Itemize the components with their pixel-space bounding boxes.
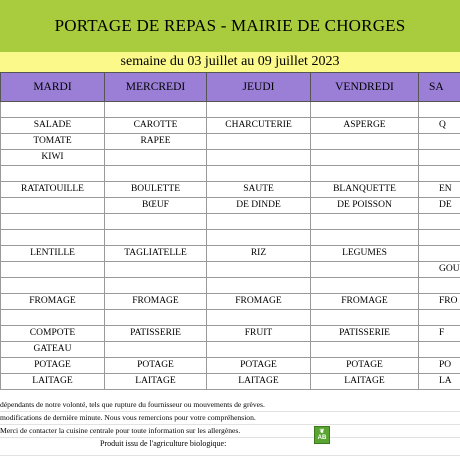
- menu-cell: [419, 150, 460, 166]
- menu-body: [1, 102, 460, 390]
- menu-cell: [105, 150, 207, 166]
- day-header: VENDREDI: [311, 73, 419, 102]
- menu-cell: FROMAGE: [105, 294, 207, 310]
- menu-cell: EN: [419, 182, 460, 198]
- menu-cell: [419, 310, 460, 326]
- menu-cell: SALADE: [1, 118, 105, 134]
- menu-row: [1, 102, 460, 118]
- menu-cell: GATEAU: [1, 342, 105, 358]
- menu-cell: [1, 230, 105, 246]
- menu-cell: [419, 230, 460, 246]
- menu-cell: CHARCUTERIE: [207, 118, 311, 134]
- menu-cell: [311, 310, 419, 326]
- note-line: dépendants de notre volonté, tels que rupture du fournisseur ou mouvements de grèves.: [0, 399, 460, 412]
- leaf-icon: ❦: [319, 428, 325, 435]
- menu-cell: [1, 214, 105, 230]
- menu-cell: TOMATE: [1, 134, 105, 150]
- menu-cell: [207, 262, 311, 278]
- menu-cell: [419, 214, 460, 230]
- menu-cell: FRUIT: [207, 326, 311, 342]
- menu-cell: FROMAGE: [207, 294, 311, 310]
- menu-title: PORTAGE DE REPAS - MAIRIE DE CHORGES: [0, 0, 460, 53]
- menu-cell: F: [419, 326, 460, 342]
- menu-row: [1, 278, 460, 294]
- menu-cell: [207, 230, 311, 246]
- note-line: modifications de dernière minute. Nous vous remercions pour votre compréhension.: [0, 412, 460, 425]
- menu-cell: [105, 102, 207, 118]
- menu-row: [1, 342, 460, 358]
- menu-cell: [105, 262, 207, 278]
- ab-logo-text: AB: [317, 434, 327, 441]
- menu-cell: [311, 214, 419, 230]
- menu-cell: LAITAGE: [311, 374, 419, 390]
- menu-cell: DE DINDE: [207, 198, 311, 214]
- menu-cell: BLANQUETTE: [311, 182, 419, 198]
- menu-cell: [1, 262, 105, 278]
- menu-cell: TAGLIATELLE: [105, 246, 207, 262]
- menu-cell: [207, 342, 311, 358]
- menu-row: [1, 198, 460, 214]
- menu-cell: [1, 102, 105, 118]
- menu-cell: ASPERGE: [311, 118, 419, 134]
- menu-cell: FRO: [419, 294, 460, 310]
- menu-cell: [311, 278, 419, 294]
- menu-cell: [105, 230, 207, 246]
- menu-cell: LENTILLE: [1, 246, 105, 262]
- menu-cell: [419, 102, 460, 118]
- day-header: MERCREDI: [105, 73, 207, 102]
- menu-cell: [105, 278, 207, 294]
- menu-cell: [311, 166, 419, 182]
- menu-cell: [311, 134, 419, 150]
- menu-cell: RAPEE: [105, 134, 207, 150]
- menu-cell: [311, 262, 419, 278]
- menu-cell: [207, 278, 311, 294]
- menu-cell: FROMAGE: [311, 294, 419, 310]
- menu-row: [1, 214, 460, 230]
- menu-cell: PATISSERIE: [311, 326, 419, 342]
- menu-cell: [207, 102, 311, 118]
- menu-cell: [419, 166, 460, 182]
- menu-cell: POTAGE: [207, 358, 311, 374]
- menu-cell: PO: [419, 358, 460, 374]
- menu-row: [1, 166, 460, 182]
- menu-cell: [1, 166, 105, 182]
- menu-row: [1, 294, 460, 310]
- menu-row: [1, 118, 460, 134]
- menu-cell: [207, 150, 311, 166]
- notes: [0, 399, 460, 456]
- menu-cell: [105, 166, 207, 182]
- menu-row: [1, 230, 460, 246]
- menu-row: [1, 246, 460, 262]
- menu-cell: [1, 310, 105, 326]
- day-header-row: [1, 73, 460, 102]
- menu-cell: POTAGE: [311, 358, 419, 374]
- menu-cell: RATATOUILLE: [1, 182, 105, 198]
- menu-cell: GOU: [419, 262, 460, 278]
- menu-cell: POTAGE: [105, 358, 207, 374]
- menu-cell: [207, 214, 311, 230]
- menu-cell: [311, 150, 419, 166]
- menu-cell: FROMAGE: [1, 294, 105, 310]
- menu-cell: DE: [419, 198, 460, 214]
- menu-cell: POTAGE: [1, 358, 105, 374]
- menu-cell: RIZ: [207, 246, 311, 262]
- menu-cell: CAROTTE: [105, 118, 207, 134]
- menu-row: [1, 134, 460, 150]
- menu-cell: [419, 278, 460, 294]
- day-header: SA: [419, 73, 460, 102]
- menu-cell: LEGUMES: [311, 246, 419, 262]
- menu-cell: DE POISSON: [311, 198, 419, 214]
- menu-cell: [1, 198, 105, 214]
- menu-table: [0, 72, 460, 390]
- menu-cell: COMPOTE: [1, 326, 105, 342]
- note-line: Merci de contacter la cuisine centrale pour toute information sur les allergènes.: [0, 425, 460, 438]
- menu-row: [1, 326, 460, 342]
- menu-row: [1, 374, 460, 390]
- menu-cell: BŒUF: [105, 198, 207, 214]
- menu-row: [1, 150, 460, 166]
- organic-ab-logo-icon: [314, 426, 330, 444]
- menu-cell: [105, 342, 207, 358]
- menu-cell: [105, 214, 207, 230]
- menu-cell: KIWI: [1, 150, 105, 166]
- menu-row: [1, 262, 460, 278]
- day-header: MARDI: [1, 73, 105, 102]
- menu-cell: [207, 310, 311, 326]
- menu-cell: LA: [419, 374, 460, 390]
- menu-cell: [207, 134, 311, 150]
- menu-cell: [311, 342, 419, 358]
- menu-cell: [419, 342, 460, 358]
- menu-cell: PATISSERIE: [105, 326, 207, 342]
- menu-cell: [419, 134, 460, 150]
- bio-line: [0, 438, 460, 456]
- day-header: JEUDI: [207, 73, 311, 102]
- menu-cell: LAITAGE: [1, 374, 105, 390]
- menu-cell: LAITAGE: [105, 374, 207, 390]
- menu-cell: BOULETTE: [105, 182, 207, 198]
- menu-cell: LAITAGE: [207, 374, 311, 390]
- menu-cell: [311, 102, 419, 118]
- week-range: semaine du 03 juillet au 09 juillet 2023: [0, 52, 460, 73]
- menu-row: [1, 182, 460, 198]
- menu-cell: SAUTE: [207, 182, 311, 198]
- bio-label: Produit issu de l'agriculture biologique:: [100, 439, 227, 448]
- menu-row: [1, 310, 460, 326]
- menu-cell: [419, 246, 460, 262]
- menu-cell: [105, 310, 207, 326]
- menu-cell: [311, 230, 419, 246]
- menu-cell: [207, 166, 311, 182]
- menu-row: [1, 358, 460, 374]
- menu-cell: [1, 278, 105, 294]
- menu-cell: Q: [419, 118, 460, 134]
